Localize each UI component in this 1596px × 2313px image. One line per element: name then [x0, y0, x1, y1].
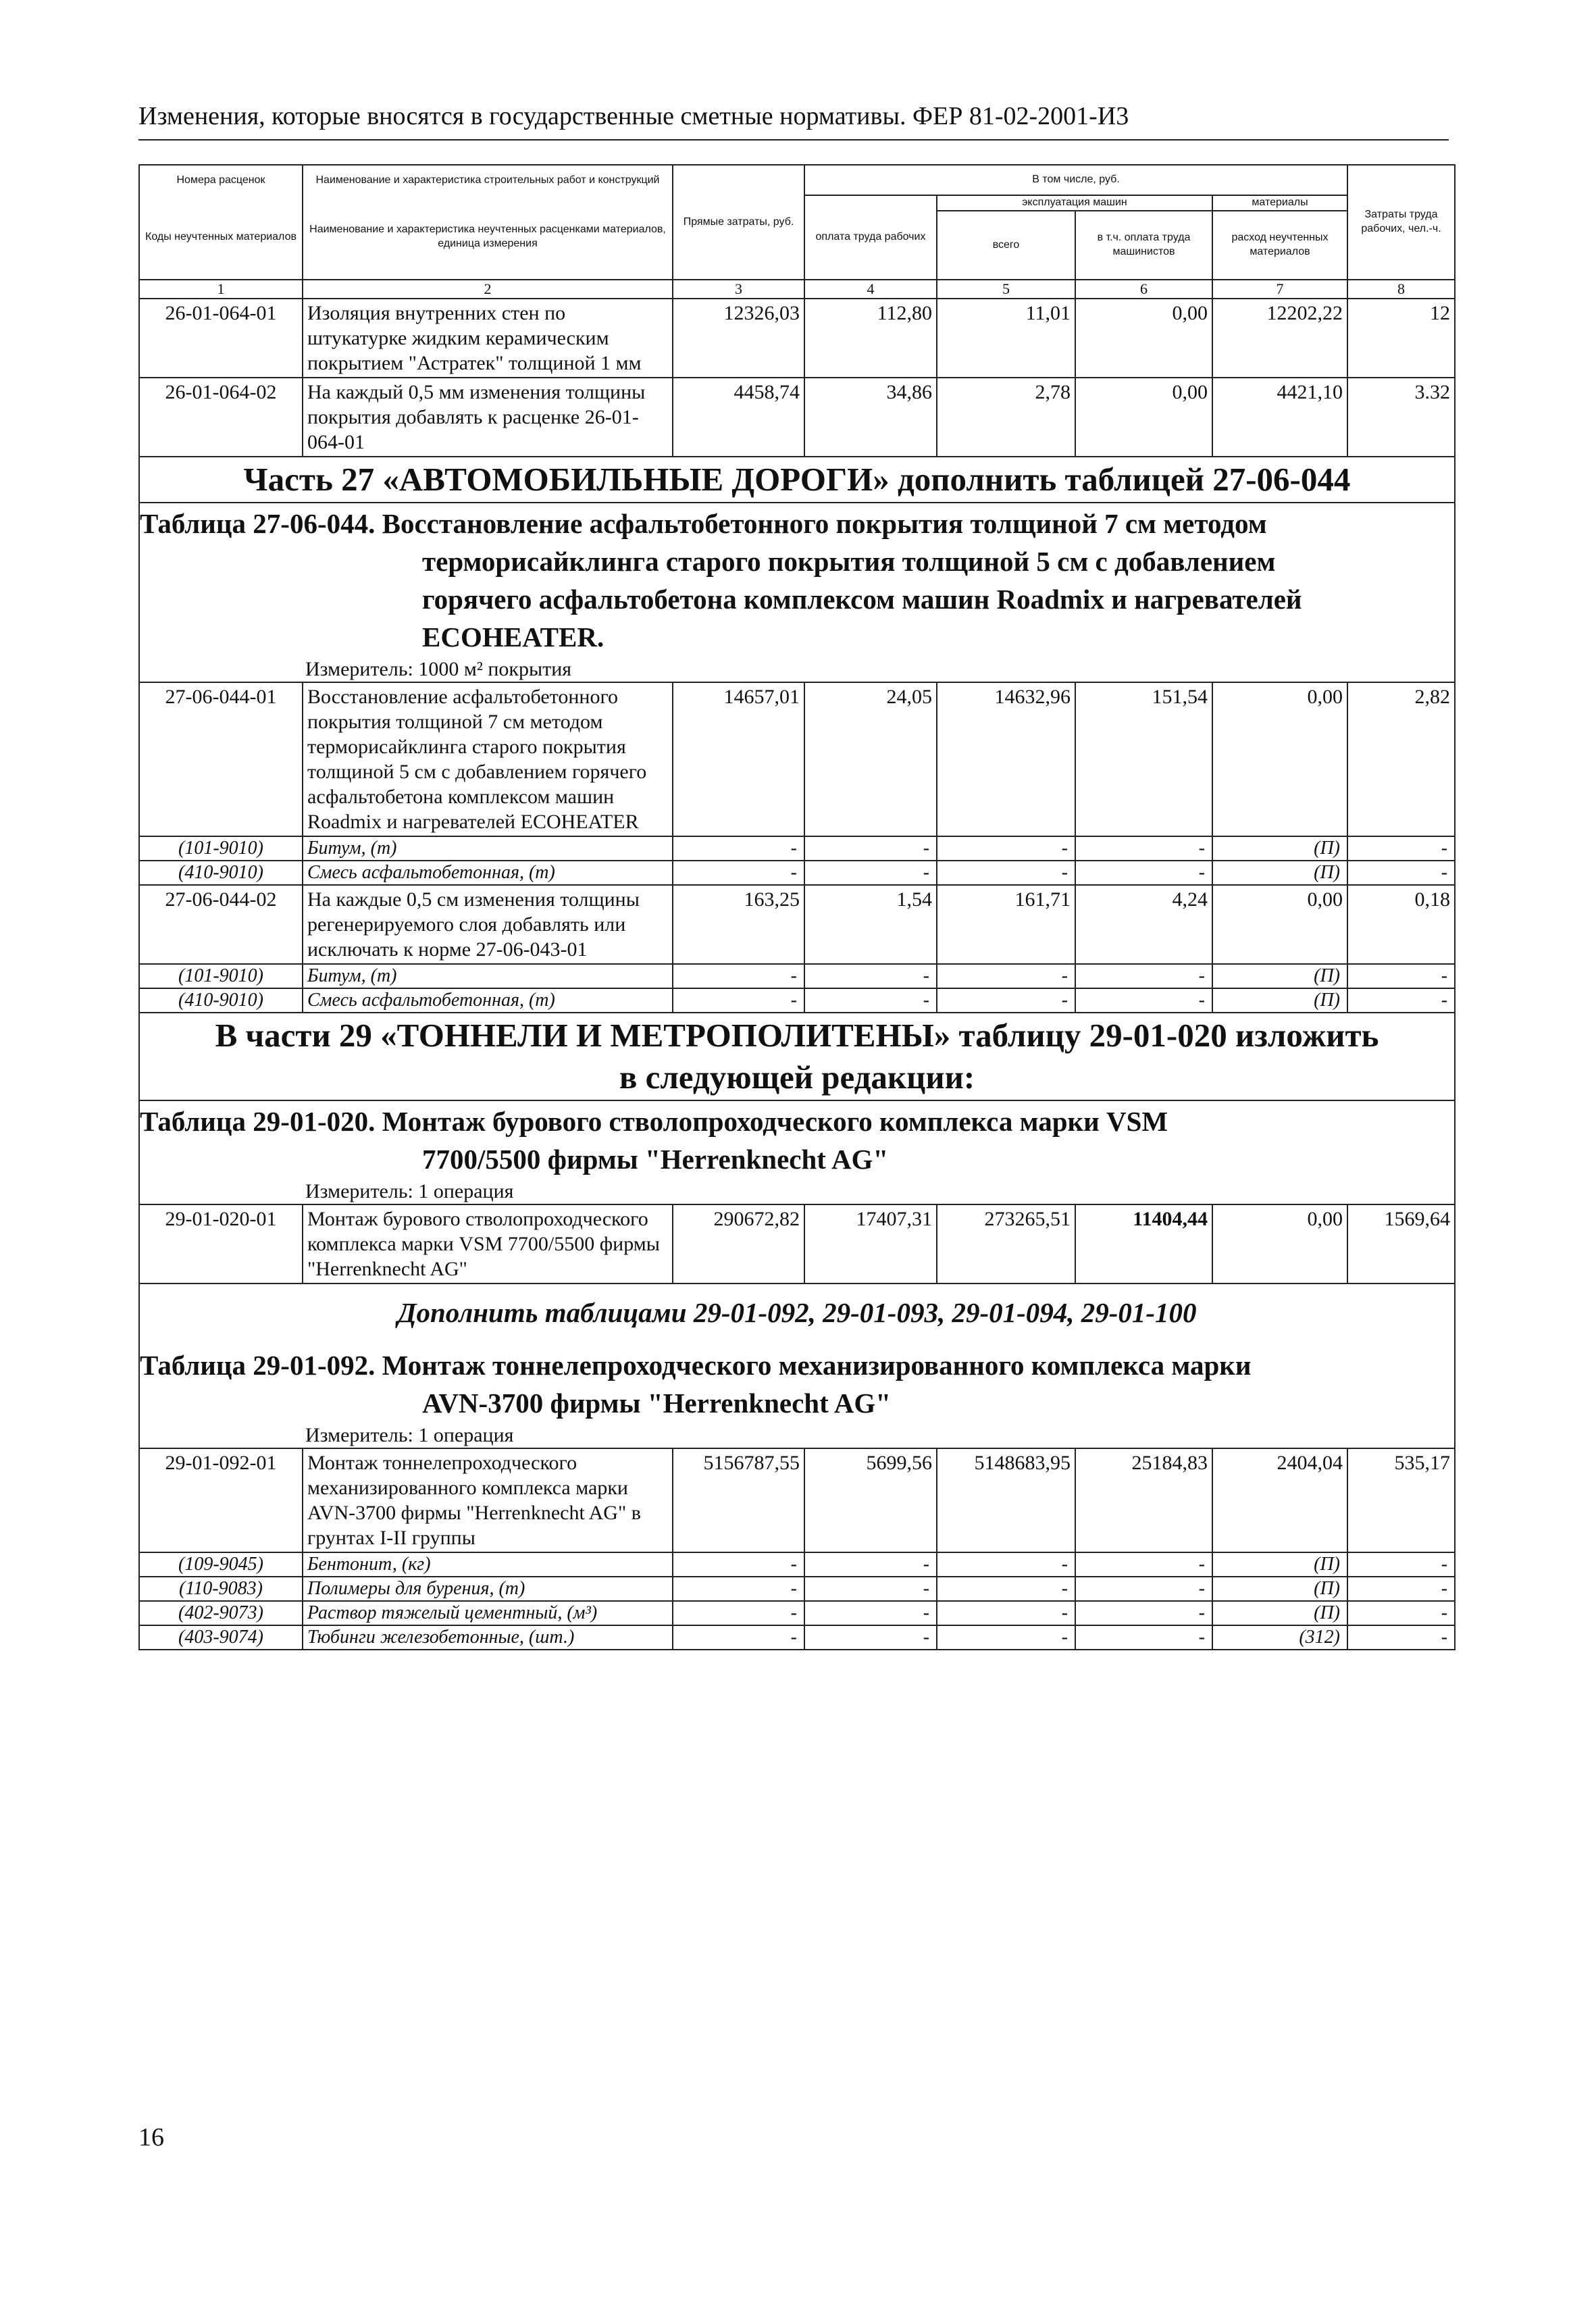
cell-labor: - [1347, 1625, 1455, 1650]
norms-table [138, 164, 1456, 1650]
norms-table-container [138, 164, 1454, 1650]
cell-labor: 2,82 [1347, 682, 1455, 836]
row-code: 29-01-020-01 [139, 1204, 303, 1283]
table-row [139, 682, 1455, 836]
row-name: Монтаж бурового стволопроходческого комплекса марки VSM 7700/5500 фирмы "Herrenknecht AG" [303, 1204, 673, 1283]
material-name: Бентонит, (кг) [303, 1552, 673, 1577]
cell-materials: (П) [1212, 1577, 1347, 1601]
col-labor: Затраты труда рабочих, чел.-ч. [1347, 165, 1455, 280]
col-machines: эксплуатация машин [937, 195, 1212, 211]
material-name: Битум, (т) [303, 964, 673, 988]
material-row [139, 1625, 1455, 1650]
cell-direct: - [673, 1601, 804, 1625]
material-code: (402-9073) [139, 1601, 303, 1625]
cell-direct: - [673, 1577, 804, 1601]
cell-labor: 1569,64 [1347, 1204, 1455, 1283]
measurer-29-01-020: Измеритель: 1 операция [139, 1179, 1455, 1204]
section-heading-29 [139, 1013, 1455, 1100]
row-name: Монтаж тоннелепроходческого механизированного комплекса марки AVN-3700 фирмы "Herrenknecht AG" в грунтах I-II группы [303, 1448, 673, 1552]
material-name: Тюбинги железобетонные, (шт.) [303, 1625, 673, 1650]
cell-machinist-pay: 4,24 [1075, 885, 1212, 964]
cell-pay: 112,80 [804, 299, 937, 378]
cell-machines: 5148683,95 [937, 1448, 1075, 1552]
row-code: 27-06-044-02 [139, 885, 303, 964]
cell-labor: 535,17 [1347, 1448, 1455, 1552]
col-name-bottom: Наименование и характеристика неучтенных расценками материалов, единица измерения [303, 195, 673, 280]
section-heading-27: Часть 27 «АВТОМОБИЛЬНЫЕ ДОРОГИ» дополнить таблицей 27-06-044 [139, 457, 1455, 503]
table-row [139, 1448, 1455, 1552]
cell-labor: - [1347, 964, 1455, 988]
cell-pay: 17407,31 [804, 1204, 937, 1283]
table-title-label: Таблица 29-01-092. [140, 1350, 376, 1381]
table-title-line: 7700/5500 фирмы "Herrenknecht AG" [422, 1144, 889, 1175]
cell-pay: - [804, 836, 937, 861]
col-num: 5 [937, 280, 1075, 299]
table-title-line: Восстановление асфальтобетонного покрытия толщиной 7 см методом [382, 508, 1267, 539]
cell-machines: 2,78 [937, 378, 1075, 457]
col-direct: Прямые затраты, руб. [673, 165, 804, 280]
cell-materials: (П) [1212, 988, 1347, 1013]
table-title-label: Таблица 29-01-020. [140, 1106, 376, 1137]
table-title-line: Монтаж тоннелепроходческого механизированного комплекса марки [382, 1350, 1252, 1381]
cell-machines: - [937, 836, 1075, 861]
section-heading-line: В части 29 «ТОННЕЛИ И МЕТРОПОЛИТЕНЫ» таблицу 29-01-020 изложить [215, 1017, 1379, 1054]
cell-machinist-pay: - [1075, 1625, 1212, 1650]
col-name-top: Наименование и характеристика строительных работ и конструкций [303, 165, 673, 195]
cell-materials: 12202,22 [1212, 299, 1347, 378]
col-incl: В том числе, руб. [804, 165, 1347, 195]
cell-materials: (П) [1212, 1552, 1347, 1577]
col-mat-use: расход неучтенных материалов [1212, 211, 1347, 280]
cell-pay: - [804, 1601, 937, 1625]
cell-machines: 11,01 [937, 299, 1075, 378]
cell-materials: (П) [1212, 861, 1347, 885]
table-title-29-01-092 [139, 1333, 1455, 1423]
col-num: 3 [673, 280, 804, 299]
col-code-top: Номера расценок [139, 165, 303, 195]
cell-pay: 5699,56 [804, 1448, 937, 1552]
col-num: 7 [1212, 280, 1347, 299]
material-code: (101-9010) [139, 836, 303, 861]
table-title-label: Таблица 27-06-044. [140, 508, 376, 539]
material-row [139, 964, 1455, 988]
page-number: 16 [138, 2123, 164, 2152]
cell-machinist-pay: - [1075, 861, 1212, 885]
cell-direct: - [673, 988, 804, 1013]
cell-machines: 161,71 [937, 885, 1075, 964]
row-code: 29-01-092-01 [139, 1448, 303, 1552]
cell-labor: 3.32 [1347, 378, 1455, 457]
col-code-bottom: Коды неучтенных материалов [139, 195, 303, 280]
cell-direct: 163,25 [673, 885, 804, 964]
row-name: Изоляция внутренних стен по штукатурке жидким керамическим покрытием "Астратек" толщиной 1 мм [303, 299, 673, 378]
material-row [139, 1601, 1455, 1625]
col-materials: материалы [1212, 195, 1347, 211]
cell-pay: - [804, 1552, 937, 1577]
material-code: (109-9045) [139, 1552, 303, 1577]
cell-machinist-pay: - [1075, 964, 1212, 988]
cell-machinist-pay: - [1075, 836, 1212, 861]
cell-direct: - [673, 861, 804, 885]
col-incl-pay: в т.ч. оплата труда машинистов [1075, 211, 1212, 280]
cell-direct: 290672,82 [673, 1204, 804, 1283]
material-code: (410-9010) [139, 988, 303, 1013]
table-title-27 [139, 503, 1455, 657]
row-code: 26-01-064-02 [139, 378, 303, 457]
cell-materials: 2404,04 [1212, 1448, 1347, 1552]
cell-pay: - [804, 861, 937, 885]
col-pay: оплата труда рабочих [804, 195, 937, 280]
cell-machines: - [937, 861, 1075, 885]
cell-machines: - [937, 1577, 1075, 1601]
cell-machines: - [937, 988, 1075, 1013]
cell-machinist-pay: 151,54 [1075, 682, 1212, 836]
material-name: Полимеры для бурения, (т) [303, 1577, 673, 1601]
material-row [139, 988, 1455, 1013]
material-name: Смесь асфальтобетонная, (т) [303, 861, 673, 885]
cell-materials: 4421,10 [1212, 378, 1347, 457]
cell-direct: - [673, 964, 804, 988]
cell-machinist-pay: - [1075, 988, 1212, 1013]
table-row [139, 299, 1455, 378]
cell-pay: 24,05 [804, 682, 937, 836]
cell-machinist-pay: - [1075, 1601, 1212, 1625]
cell-labor: 0,18 [1347, 885, 1455, 964]
material-row [139, 836, 1455, 861]
cell-machinist-pay: - [1075, 1552, 1212, 1577]
material-code: (403-9074) [139, 1625, 303, 1650]
table-title-line: терморисайклинга старого покрытия толщиной 5 см с добавлением [422, 546, 1276, 577]
cell-direct: - [673, 1625, 804, 1650]
cell-machines: - [937, 1625, 1075, 1650]
cell-machines: 14632,96 [937, 682, 1075, 836]
material-code: (110-9083) [139, 1577, 303, 1601]
col-total: всего [937, 211, 1075, 280]
material-row [139, 1552, 1455, 1577]
cell-direct: - [673, 1552, 804, 1577]
cell-pay: 34,86 [804, 378, 937, 457]
material-name: Смесь асфальтобетонная, (т) [303, 988, 673, 1013]
supplement-note: Дополнить таблицами 29-01-092, 29-01-093, 29-01-094, 29-01-100 [139, 1283, 1455, 1333]
col-num: 2 [303, 280, 673, 299]
cell-materials: 0,00 [1212, 885, 1347, 964]
cell-labor: - [1347, 1577, 1455, 1601]
table-title-line: горячего асфальтобетона комплексом машин Roadmix и нагревателей [422, 584, 1302, 615]
col-num: 6 [1075, 280, 1212, 299]
cell-materials: (П) [1212, 1601, 1347, 1625]
cell-machines: 273265,51 [937, 1204, 1075, 1283]
cell-direct: 14657,01 [673, 682, 804, 836]
col-num: 4 [804, 280, 937, 299]
measurer-29-01-092: Измеритель: 1 операция [139, 1423, 1455, 1448]
row-code: 27-06-044-01 [139, 682, 303, 836]
row-name: На каждый 0,5 мм изменения толщины покрытия добавлять к расценке 26-01-064-01 [303, 378, 673, 457]
cell-direct: - [673, 836, 804, 861]
cell-direct: 12326,03 [673, 299, 804, 378]
cell-pay: - [804, 988, 937, 1013]
cell-labor: - [1347, 1601, 1455, 1625]
cell-machines: - [937, 1601, 1075, 1625]
cell-pay: 1,54 [804, 885, 937, 964]
table-title-line: Монтаж бурового стволопроходческого комплекса марки VSM [382, 1106, 1168, 1137]
cell-materials: (312) [1212, 1625, 1347, 1650]
table-title-29-01-020 [139, 1100, 1455, 1179]
material-code: (101-9010) [139, 964, 303, 988]
cell-machines: - [937, 964, 1075, 988]
cell-direct: 5156787,55 [673, 1448, 804, 1552]
cell-pay: - [804, 1577, 937, 1601]
measurer-27: Измеритель: 1000 м² покрытия [139, 657, 1455, 682]
row-name: На каждые 0,5 см изменения толщины регенерируемого слоя добавлять или исключать к норме 27-06-043-01 [303, 885, 673, 964]
table-title-line: AVN-3700 фирмы "Herrenknecht AG" [422, 1388, 892, 1419]
page-header: Изменения, которые вносятся в государственные сметные нормативы. ФЕР 81-02-2001-И3 [138, 101, 1449, 141]
cell-machines: - [937, 1552, 1075, 1577]
cell-materials: 0,00 [1212, 1204, 1347, 1283]
material-name: Раствор тяжелый цементный, (м³) [303, 1601, 673, 1625]
col-num: 1 [139, 280, 303, 299]
table-title-line: ECOHEATER. [422, 621, 604, 653]
cell-materials: 0,00 [1212, 682, 1347, 836]
cell-labor: 12 [1347, 299, 1455, 378]
material-name: Битум, (т) [303, 836, 673, 861]
col-num: 8 [1347, 280, 1455, 299]
cell-machinist-pay: 0,00 [1075, 378, 1212, 457]
material-code: (410-9010) [139, 861, 303, 885]
material-row [139, 1577, 1455, 1601]
row-name: Восстановление асфальтобетонного покрытия толщиной 7 см методом терморисайклинга старого покрытия толщиной 5 см с добавлением горячего асфальтобетона комплексом машин Roadmix и нагревателей ECOHEATER [303, 682, 673, 836]
material-row [139, 861, 1455, 885]
cell-materials: (П) [1212, 836, 1347, 861]
cell-machinist-pay: - [1075, 1577, 1212, 1601]
table-row [139, 1204, 1455, 1283]
cell-pay: - [804, 964, 937, 988]
cell-pay: - [804, 1625, 937, 1650]
section-heading-line: в следующей редакции: [619, 1059, 975, 1096]
cell-machinist-pay: 11404,44 [1075, 1204, 1212, 1283]
cell-labor: - [1347, 988, 1455, 1013]
cell-labor: - [1347, 836, 1455, 861]
table-row [139, 378, 1455, 457]
table-row [139, 885, 1455, 964]
cell-labor: - [1347, 861, 1455, 885]
cell-direct: 4458,74 [673, 378, 804, 457]
cell-materials: (П) [1212, 964, 1347, 988]
cell-machinist-pay: 25184,83 [1075, 1448, 1212, 1552]
cell-labor: - [1347, 1552, 1455, 1577]
cell-machinist-pay: 0,00 [1075, 299, 1212, 378]
row-code: 26-01-064-01 [139, 299, 303, 378]
